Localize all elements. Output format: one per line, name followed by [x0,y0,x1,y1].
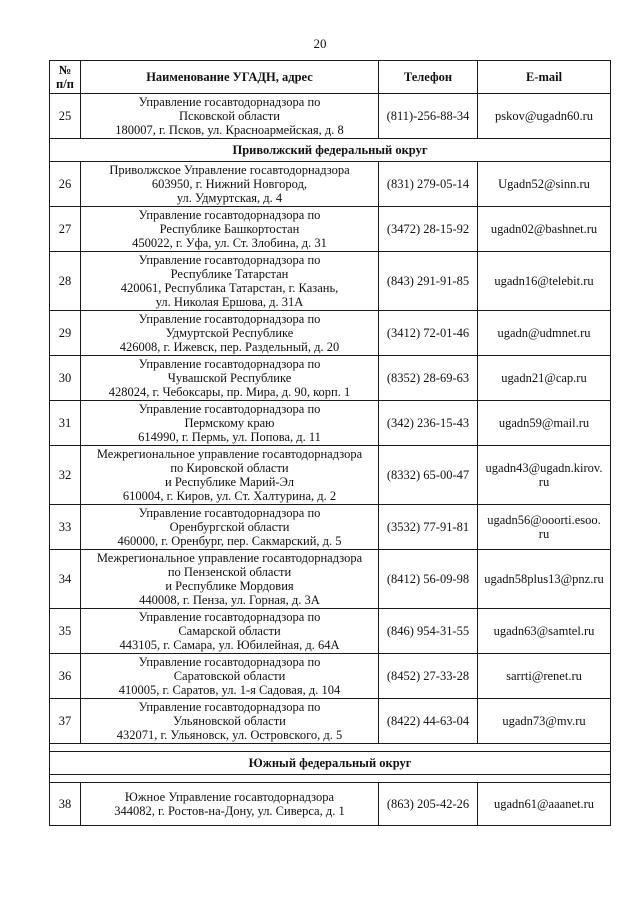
email-line: ugadn61@aaanet.ru [493,797,594,811]
phone-number: (846) 954-31-55 [379,609,478,654]
name-address-line: Южное Управление госавтодорнадзора [124,790,335,804]
office-name-address [81,252,379,311]
email-line: ugadn73@mv.ru [502,714,586,728]
name-address-line: Оренбургской области [169,520,290,534]
name-address-line: Саратовской области [173,669,286,683]
table-header [50,61,611,94]
row-number: 37 [50,699,81,744]
row-number: 36 [50,654,81,699]
office-name-address [81,505,379,550]
office-name-address [81,162,379,207]
name-address-line: Пермскому краю [184,416,275,430]
email-address [478,207,611,252]
name-address-line: 180007, г. Псков, ул. Красноармейская, д. 8 [115,123,344,137]
email-line: ugadn63@samtel.ru [493,624,595,638]
email-line: ru [538,475,550,489]
row-number: 31 [50,401,81,446]
email-address [478,783,611,826]
name-address-line: Псковской области [179,109,280,123]
name-address-line: и Республике Марий-Эл [165,475,294,489]
row-number: 29 [50,311,81,356]
name-address-line: ул. Николая Ершова, д. 31А [155,295,304,309]
name-address-line: и Республике Мордовия [165,579,294,593]
name-address-line: 428024, г. Чебоксары, пр. Мира, д. 90, корп. 1 [108,385,351,399]
phone-number: (3532) 77-91-81 [379,505,478,550]
email-address [478,609,611,654]
spacer-row [50,744,611,752]
table-row [50,654,611,699]
row-number: 34 [50,550,81,609]
phone-number: (8332) 65-00-47 [379,446,478,505]
name-address-line: Управление госавтодорнадзора по [138,253,321,267]
name-address-line: 420061, Республика Татарстан, г. Казань, [120,281,339,295]
email-address [478,401,611,446]
office-name-address [81,783,379,826]
table-row [50,699,611,744]
phone-number: (863) 205-42-26 [379,783,478,826]
row-number: 32 [50,446,81,505]
row-number: 30 [50,356,81,401]
district-label: Приволжский федеральный округ [50,139,611,162]
district-row [50,139,611,162]
name-address-line: Управление госавтодорнадзора по [138,506,321,520]
row-number: 25 [50,94,81,139]
district-row [50,752,611,775]
email-line: ugadn43@ugadn.kirov. [485,461,603,475]
name-address-line: 610004, г. Киров, ул. Ст. Халтурина, д. 2 [122,489,337,503]
row-number: 33 [50,505,81,550]
table-row [50,311,611,356]
row-number: 28 [50,252,81,311]
phone-number: (8452) 27-33-28 [379,654,478,699]
office-name-address [81,609,379,654]
email-address [478,654,611,699]
table-row [50,162,611,207]
header-email: E-mail [478,61,611,94]
phone-number: (3472) 28-15-92 [379,207,478,252]
name-address-line: Республике Татарстан [170,267,289,281]
header-num [50,61,81,94]
name-address-line: 410005, г. Саратов, ул. 1-я Садовая, д. 104 [118,683,341,697]
name-address-line: Управление госавтодорнадзора по [138,312,321,326]
name-address-line: Межрегиональное управление госавтодорнадзора [96,551,363,565]
header-name: Наименование УГАДН, адрес [81,61,379,94]
table-row [50,550,611,609]
row-number: 38 [50,783,81,826]
name-address-line: Управление госавтодорнадзора по [138,610,321,624]
table-row [50,609,611,654]
email-line: ugadn59@mail.ru [498,416,590,430]
phone-number: (8352) 28-69-63 [379,356,478,401]
name-address-line: 344082, г. Ростов-на-Дону, ул. Сиверса, д. 1 [114,804,345,818]
spacer-cell [50,744,611,752]
table-row [50,356,611,401]
email-line: ugadn@udmnet.ru [497,326,591,340]
table-row [50,505,611,550]
name-address-line: Управление госавтодорнадзора по [138,357,321,371]
email-address [478,252,611,311]
email-address [478,356,611,401]
name-address-line: ул. Удмуртская, д. 4 [176,191,283,205]
name-address-line: Управление госавтодорнадзора по [138,655,321,669]
office-name-address [81,550,379,609]
phone-number: (8412) 56-09-98 [379,550,478,609]
email-address [478,94,611,139]
name-address-line: 614990, г. Пермь, ул. Попова, д. 11 [138,430,321,444]
name-address-line: 450022, г. Уфа, ул. Ст. Злобина, д. 31 [132,236,327,250]
email-line: sarrti@renet.ru [506,669,582,683]
email-address [478,162,611,207]
email-address [478,550,611,609]
header-phone: Телефон [379,61,478,94]
table-row [50,783,611,826]
row-number: 27 [50,207,81,252]
table-row [50,207,611,252]
table-row [50,401,611,446]
office-name-address [81,654,379,699]
header-num-abbrev: п/п [56,77,74,91]
row-number: 26 [50,162,81,207]
office-name-address [81,446,379,505]
name-address-line: 426008, г. Ижевск, пер. Раздельный, д. 20 [119,340,340,354]
name-address-line: Ульяновской области [173,714,286,728]
name-address-line: 460000, г. Оренбург, пер. Сакмарский, д. 5 [117,534,342,548]
spacer-cell [50,775,611,783]
header-num-symbol: № [58,63,72,77]
name-address-line: 440008, г. Пенза, ул. Горная, д. 3А [139,593,320,607]
name-address-line: Межрегиональное управление госавтодорнадзора [96,447,363,461]
email-line: ugadn02@bashnet.ru [490,222,598,236]
name-address-line: 443105, г. Самара, ул. Юбилейная, д. 64А [119,638,340,652]
email-line: pskov@ugadn60.ru [495,109,593,123]
email-line: ugadn16@telebit.ru [494,274,594,288]
office-name-address [81,401,379,446]
email-line: ru [538,527,550,541]
phone-number: (831) 279-05-14 [379,162,478,207]
email-line: Ugadn52@sinn.ru [498,177,590,191]
office-name-address [81,207,379,252]
name-address-line: по Кировской области [170,461,289,475]
name-address-line: 603950, г. Нижний Новгород, [151,177,308,191]
table-row [50,94,611,139]
email-line: ugadn58plus13@pnz.ru [484,572,604,586]
name-address-line: Управление госавтодорнадзора по [138,95,321,109]
page-number: 20 [313,36,327,51]
office-name-address [81,699,379,744]
phone-number: (342) 236-15-43 [379,401,478,446]
name-address-line: Чувашской Республике [167,371,292,385]
email-address [478,505,611,550]
table-row [50,252,611,311]
email-address [478,311,611,356]
name-address-line: Удмуртской Республике [165,326,294,340]
name-address-line: по Пензенской области [167,565,292,579]
name-address-line: Управление госавтодорнадзора по [138,700,321,714]
name-address-line: Республике Башкортостан [159,222,300,236]
office-name-address [81,311,379,356]
name-address-line: Самарской области [178,624,281,638]
ugadn-registry-table [49,60,611,826]
row-number: 35 [50,609,81,654]
table-body [50,94,611,826]
table-row [50,446,611,505]
email-line: ugadn21@cap.ru [501,371,587,385]
name-address-line: Приволжское Управление госавтодорнадзора [109,163,350,177]
name-address-line: Управление госавтодорнадзора по [138,208,321,222]
name-address-line: 432071, г. Ульяновск, ул. Островского, д. 5 [116,728,343,742]
spacer-row [50,775,611,783]
email-line: ugadn56@ooorti.esoo. [487,513,601,527]
office-name-address [81,94,379,139]
phone-number: (3412) 72-01-46 [379,311,478,356]
phone-number: (8422) 44-63-04 [379,699,478,744]
district-label: Южный федеральный округ [50,752,611,775]
email-address [478,446,611,505]
header-row [50,61,611,94]
email-address [478,699,611,744]
name-address-line: Управление госавтодорнадзора по [138,402,321,416]
phone-number: (843) 291-91-85 [379,252,478,311]
office-name-address [81,356,379,401]
phone-number: (811)-256-88-34 [379,94,478,139]
